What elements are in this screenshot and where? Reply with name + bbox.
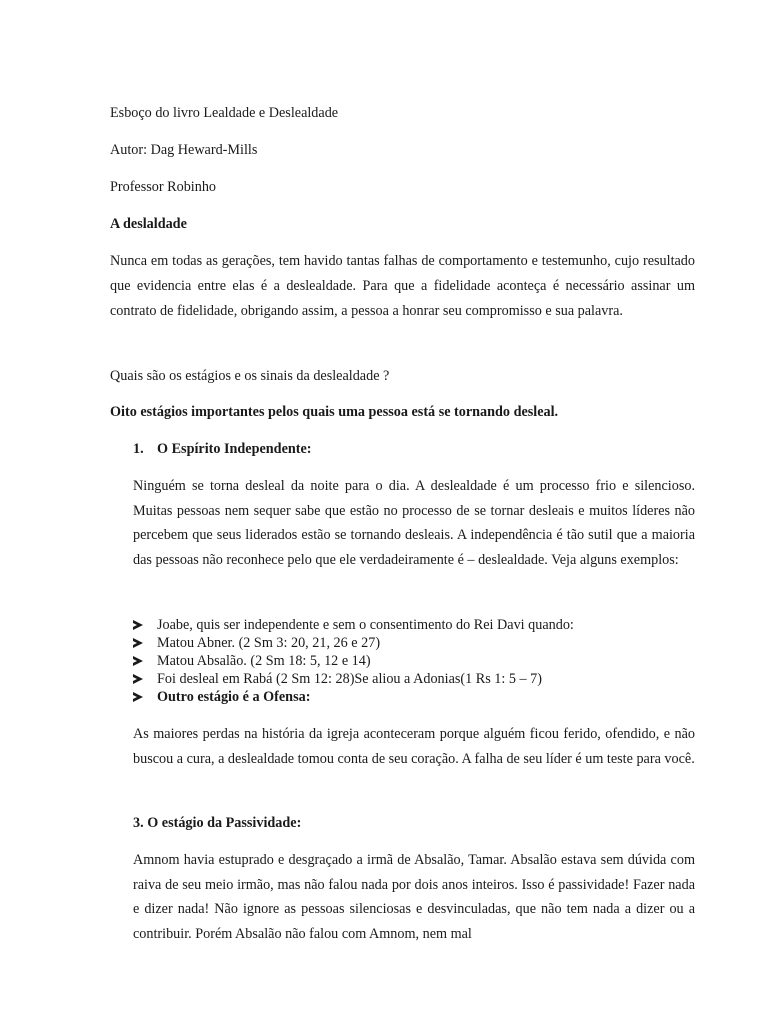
- list-item: Outro estágio é a Ofensa:: [133, 688, 733, 706]
- section-title: A deslaldade: [110, 216, 187, 232]
- stage-3-heading: 3. O estágio da Passividade:: [133, 815, 302, 831]
- stages-heading: Oito estágios importantes pelos quais uma pessoa está se tornando desleal.: [110, 404, 559, 420]
- stage-1-heading: [133, 440, 312, 458]
- arrow-bullet-icon: [133, 638, 143, 648]
- list-item: Matou Absalão. (2 Sm 18: 5, 12 e 14): [133, 652, 733, 670]
- stage-2-paragraph: As maiores perdas na história da igreja aconteceram porque alguém ficou ferido, ofendido, e não buscou a cura, a deslealdade tomou conta de seu coração. A falha de seu líder é um teste para você.: [133, 726, 695, 767]
- stage-1-paragraph: Ninguém se torna desleal da noite para o dia. A deslealdade é um processo frio e silencioso. Muitas pessoas nem sequer sabe que estão no processo de se tornar desleais e muitos líderes não percebem que seus liderados estão se tornando desleais. A independência é tão sutil que a maioria das pessoas não reconhece pelo que ele verdadeiramente é – deslealdade. Veja alguns exemplos:: [133, 478, 695, 568]
- arrow-bullet-icon: [133, 656, 143, 666]
- author-line: Autor: Dag Heward-Mills: [110, 142, 258, 158]
- examples-list: [133, 616, 733, 706]
- intro-paragraph: Nunca em todas as gerações, tem havido tantas falhas de comportamento e testemunho, cujo resultado que evidencia entre elas é a deslealdade. Para que a fidelidade aconteça é necessário assinar um contrato de fidelidade, obrigando assim, a pessoa a honrar seu compromisso e sua palavra.: [110, 253, 695, 319]
- list-item: Matou Abner. (2 Sm 3: 20, 21, 26 e 27): [133, 634, 733, 652]
- stage-3-paragraph: Amnom havia estuprado e desgraçado a irmã de Absalão, Tamar. Absalão estava sem dúvida com raiva de seu meio irmão, mas não falou nada por dois anos inteiros. Isso é passividade! Fazer nada e dizer nada! Não ignore as pessoas silenciosas e desvinculadas, que não tem nada a dizer ou a contribuir. Porém Absalão não falou com Amnom, nem mal: [133, 852, 695, 942]
- question-line: Quais são os estágios e os sinais da deslealdade ?: [110, 368, 390, 384]
- arrow-bullet-icon: [133, 692, 143, 702]
- teacher-line: Professor Robinho: [110, 179, 217, 195]
- book-outline-title: Esboço do livro Lealdade e Deslealdade: [110, 105, 339, 121]
- stage-1-number: 1.: [133, 441, 144, 457]
- arrow-bullet-icon: [133, 620, 143, 630]
- list-item: Foi desleal em Rabá (2 Sm 12: 28)Se aliou a Adonias(1 Rs 1: 5 – 7): [133, 670, 733, 688]
- list-item: Joabe, quis ser independente e sem o consentimento do Rei Davi quando:: [133, 616, 733, 634]
- stage-1-title: O Espírito Independente:: [157, 441, 312, 457]
- arrow-bullet-icon: [133, 674, 143, 684]
